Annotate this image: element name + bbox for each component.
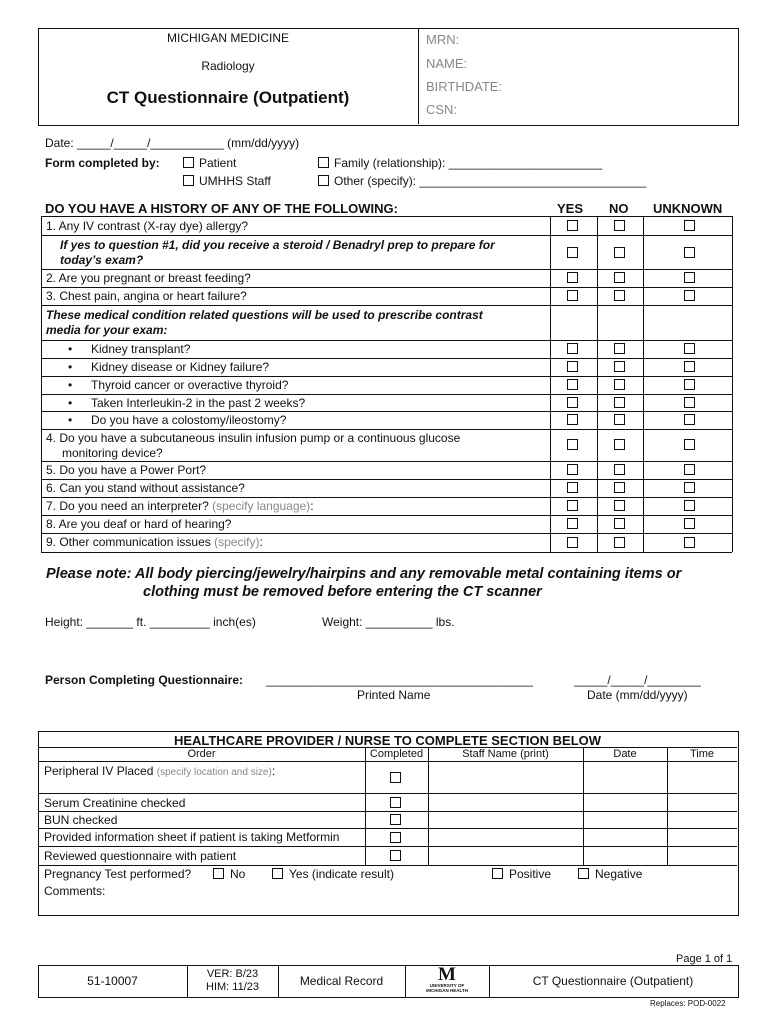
row-line [38,811,737,812]
col-date: Date [613,748,637,760]
logo-text-1: UNIVERSITY OF [429,983,465,988]
question-6: 6. Can you stand without assistance? [46,481,245,495]
thyroid-yes-checkbox[interactable] [567,379,578,390]
col-staff: Staff Name (print) [462,748,549,760]
q2-yes-checkbox[interactable] [567,272,578,283]
pregnancy-yes-checkbox[interactable] [272,868,283,879]
col-line [667,747,668,865]
interleukin-unknown-checkbox[interactable] [684,397,695,408]
q5-yes-checkbox[interactable] [567,464,578,475]
staff-option-label: UMHHS Staff [199,174,271,188]
kidney-disease-yes-checkbox[interactable] [567,361,578,372]
question-7-hint: (specify language) [212,499,311,513]
interleukin-yes-checkbox[interactable] [567,397,578,408]
negative-checkbox[interactable] [578,868,589,879]
question-5: 5. Do you have a Power Port? [46,463,207,477]
row-line [41,235,732,236]
q4-unknown-checkbox[interactable] [684,439,695,450]
metformin-completed-checkbox[interactable] [390,832,401,843]
q6-unknown-checkbox[interactable] [684,482,695,493]
printed-name-line[interactable]: ________________________________________ [266,673,533,687]
metal-notice: Please note: All body piercing/jewelry/hairpins and any removable metal containing items or [46,566,682,582]
height-field[interactable]: Height: _______ ft. _________ inch(es) [45,615,256,629]
person-completing-label: Person Completing Questionnaire: [45,673,244,687]
provider-heading: HEALTHCARE PROVIDER / NURSE TO COMPLETE SECTION BELOW [173,733,602,748]
row-line [38,828,737,829]
bullet-interleukin: Taken Interleukin-2 in the past 2 weeks? [91,396,306,410]
bullet-dot: • [68,360,73,374]
row-line [41,479,732,480]
comments-label[interactable]: Comments: [44,884,106,898]
form-number: 51-10007 [87,974,138,988]
iv-completed-checkbox[interactable] [390,772,401,783]
version: VER: B/23 [206,968,259,980]
question-3: 3. Chest pain, angina or heart failure? [46,289,247,303]
colostomy-no-checkbox[interactable] [614,414,625,425]
row-line [41,515,732,516]
name-field: NAME: [426,56,468,71]
row-line [41,340,732,341]
row-line [41,358,732,359]
row-line [41,216,732,217]
row-line [41,552,732,553]
pregnancy-test-label: Pregnancy Test performed? [44,867,192,881]
q3-no-checkbox[interactable] [614,290,625,301]
row-line [41,269,732,270]
metal-notice-cont: clothing must be removed before entering the CT scanner [143,584,542,600]
col-line [550,216,551,552]
bullet-colostomy: Do you have a colostomy/ileostomy? [91,413,287,427]
col-line [643,216,644,552]
interleukin-no-checkbox[interactable] [614,397,625,408]
page-number: Page 1 of 1 [676,953,733,965]
bullet-kidney-transplant: Kidney transplant? [91,342,191,356]
reviewed-completed-checkbox[interactable] [390,850,401,861]
q5-unknown-checkbox[interactable] [684,464,695,475]
family-option-label[interactable]: Family (relationship): _______________________ [334,156,603,170]
date-line[interactable]: Date: _____/_____/___________ (mm/dd/yyyy) [45,136,300,150]
colon: : [310,499,314,513]
q8-yes-checkbox[interactable] [567,518,578,529]
contrast-note: These medical condition related questions will be used to prescribe contrast [46,308,483,322]
row-line [38,793,737,794]
q1-unknown-checkbox[interactable] [684,220,695,231]
row-line [41,287,732,288]
other-checkbox[interactable] [318,175,329,186]
weight-field[interactable]: Weight: __________ lbs. [322,615,455,629]
question-7 [46,499,314,513]
question-1: 1. Any IV contrast (X-ray dye) allergy? [46,219,249,233]
thyroid-unknown-checkbox[interactable] [684,379,695,390]
col-order: Order [187,748,216,760]
q3-yes-checkbox[interactable] [567,290,578,301]
other-option-label[interactable]: Other (specify): __________________________________ [334,174,647,188]
q9-no-checkbox[interactable] [614,537,625,548]
row-line [38,846,737,847]
pregnancy-yes-label: Yes (indicate result) [289,867,394,881]
bullet-kidney-disease: Kidney disease or Kidney failure? [91,360,270,374]
medical-record: Medical Record [299,974,384,988]
q1-yes-checkbox[interactable] [567,220,578,231]
col-unknown: UNKNOWN [653,201,723,216]
question-4: 4. Do you have a subcutaneous insulin infusion pump or a continuous glucose [46,431,461,445]
birthdate-field: BIRTHDATE: [426,79,503,94]
iv-order-text: Peripheral IV Placed [44,764,154,778]
question-1-followup-cont: today’s exam? [60,253,144,267]
bullet-thyroid: Thyroid cancer or overactive thyroid? [91,378,289,392]
col-completed: Completed [369,748,424,760]
q3-unknown-checkbox[interactable] [684,290,695,301]
michigan-logo [405,966,489,996]
q1-followup-yes-checkbox[interactable] [567,247,578,258]
col-line [597,216,598,552]
logo-text-2: MICHIGAN HEALTH [426,988,468,993]
row-line [41,376,732,377]
pregnancy-no-label: No [230,867,246,881]
question-9 [46,535,263,549]
col-line [583,747,584,865]
row-line [41,305,732,306]
him-date: HIM: 11/23 [206,981,259,993]
form-title: CT Questionnaire (Outpatient) [106,88,350,107]
row-line [38,761,737,762]
row-line [38,865,737,866]
replaces-note: Replaces: POD-0022 [650,999,726,1008]
positive-label: Positive [509,867,552,881]
contrast-note-cont: media for your exam: [46,323,168,337]
creatinine-completed-checkbox[interactable] [390,797,401,808]
q4-no-checkbox[interactable] [614,439,625,450]
row-line [41,533,732,534]
q7-no-checkbox[interactable] [614,500,625,511]
question-1-followup: If yes to question #1, did you receive a steroid / Benadryl prep to prepare for [60,238,495,252]
col-time: Time [689,748,715,760]
history-heading: DO YOU HAVE A HISTORY OF ANY OF THE FOLLOWING: [45,201,398,216]
patient-option-label: Patient [199,156,237,170]
q1-no-checkbox[interactable] [614,220,625,231]
col-line [365,747,366,865]
q8-no-checkbox[interactable] [614,518,625,529]
kidney-transplant-no-checkbox[interactable] [614,343,625,354]
iv-order-hint: (specify location and size) [156,767,272,778]
colostomy-unknown-checkbox[interactable] [684,414,695,425]
staff-checkbox[interactable] [183,175,194,186]
q5-no-checkbox[interactable] [614,464,625,475]
row-line [41,429,732,430]
q1-followup-unknown-checkbox[interactable] [684,247,695,258]
department-name: Radiology [201,59,255,73]
q6-no-checkbox[interactable] [614,482,625,493]
colon: : [271,764,276,778]
colostomy-yes-checkbox[interactable] [567,414,578,425]
family-checkbox[interactable] [318,157,329,168]
kidney-disease-unknown-checkbox[interactable] [684,361,695,372]
metformin-order: Provided information sheet if patient is taking Metformin [44,830,340,844]
csn-field: CSN: [426,102,458,117]
printed-name-caption: Printed Name [357,688,431,702]
institution-name: MICHIGAN MEDICINE [166,31,289,45]
q7-unknown-checkbox[interactable] [684,500,695,511]
header-divider [418,28,419,124]
row-line [41,497,732,498]
q9-unknown-checkbox[interactable] [684,537,695,548]
completed-by-label: Form completed by: [45,156,160,170]
bullet-dot: • [68,342,73,356]
bun-completed-checkbox[interactable] [390,814,401,825]
patient-checkbox[interactable] [183,157,194,168]
row-line [41,411,732,412]
col-line [732,216,733,552]
q8-unknown-checkbox[interactable] [684,518,695,529]
q1-followup-no-checkbox[interactable] [614,247,625,258]
q6-yes-checkbox[interactable] [567,482,578,493]
positive-checkbox[interactable] [492,868,503,879]
q7-yes-checkbox[interactable] [567,500,578,511]
colon: : [259,535,263,549]
mrn-field: MRN: [426,32,460,47]
kidney-transplant-yes-checkbox[interactable] [567,343,578,354]
bun-order: BUN checked [44,813,118,827]
pregnancy-no-checkbox[interactable] [213,868,224,879]
negative-label: Negative [595,867,643,881]
question-7-text: 7. Do you need an interpreter? [46,499,209,513]
question-9-text: 9. Other communication issues [46,535,211,549]
bullet-dot: • [68,413,73,427]
q9-yes-checkbox[interactable] [567,537,578,548]
question-8: 8. Are you deaf or hard of hearing? [46,517,232,531]
creatinine-order: Serum Creatinine checked [44,796,186,810]
question-2: 2. Are you pregnant or breast feeding? [46,271,251,285]
row-line [41,394,732,395]
col-line [428,747,429,865]
footer-form-title: CT Questionnaire (Outpatient) [532,974,694,988]
q2-no-checkbox[interactable] [614,272,625,283]
thyroid-no-checkbox[interactable] [614,379,625,390]
iv-order [44,764,275,778]
bullet-dot: • [68,378,73,392]
question-4-cont: monitoring device? [62,446,163,460]
q4-yes-checkbox[interactable] [567,439,578,450]
row-line [41,461,732,462]
logo-m: M [438,964,456,985]
kidney-transplant-unknown-checkbox[interactable] [684,343,695,354]
date-caption: Date (mm/dd/yyyy) [587,688,688,702]
kidney-disease-no-checkbox[interactable] [614,361,625,372]
reviewed-order: Reviewed questionnaire with patient [44,849,237,863]
question-9-hint: (specify) [214,535,260,549]
col-yes: YES [557,201,584,216]
bullet-dot: • [68,396,73,410]
col-no: NO [609,201,629,216]
person-date-line[interactable]: _____/_____/________ [574,673,701,687]
col-line [41,216,42,552]
q2-unknown-checkbox[interactable] [684,272,695,283]
